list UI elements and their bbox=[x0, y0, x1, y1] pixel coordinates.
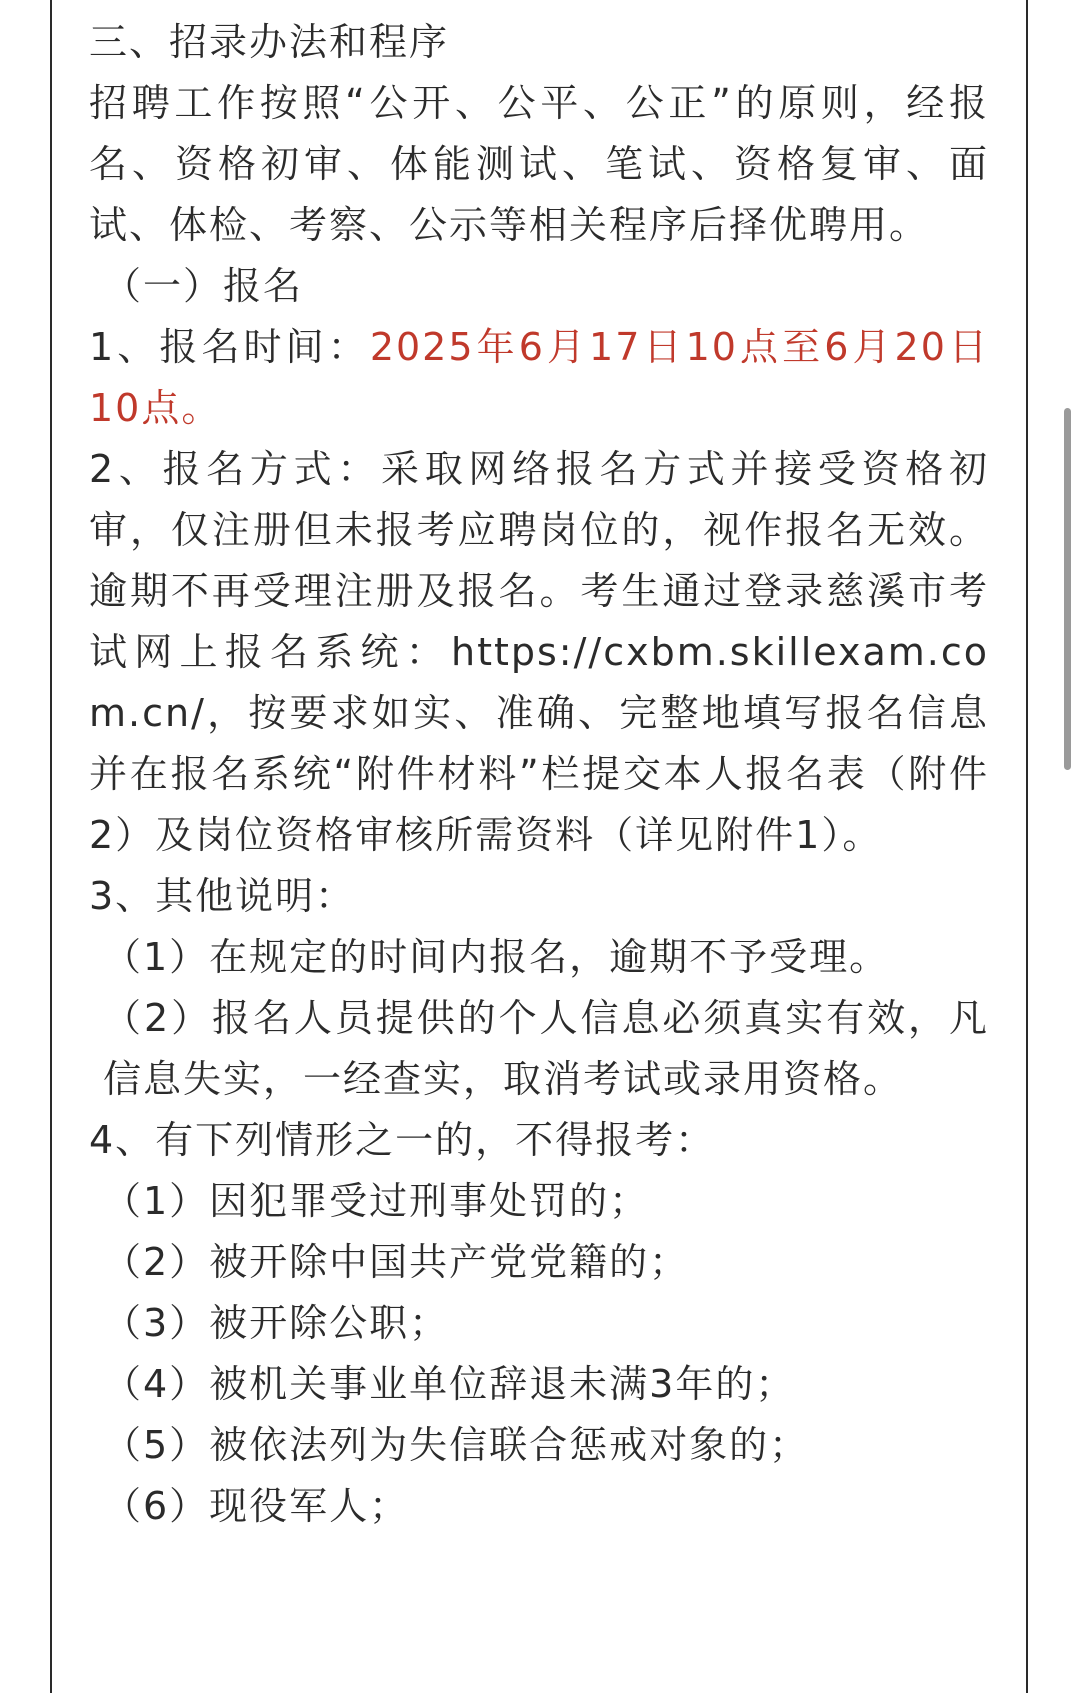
ineligibility-item-2: （2）被开除中国共产党党籍的； bbox=[103, 1240, 690, 1284]
other-note-2: （2）报名人员提供的个人信息必须真实有效，凡信息失实，一经查实，取消考试或录用资格。 bbox=[103, 996, 989, 1101]
registration-method-requirements: ，按要求如实、准确、完整地填写报名信息并在报名系统“附件材料”栏提交本人报名表（附件2）及岗位资格审核所需资料（详见附件1）。 bbox=[89, 691, 989, 857]
other-notes-label: 3、其他说明： bbox=[89, 874, 356, 918]
intro-paragraph: 招聘工作按照“公开、公平、公正”的原则，经报名、资格初审、体能测试、笔试、资格复审、面试、体检、考察、公示等相关程序后择优聘用。 bbox=[89, 81, 989, 247]
other-note-1: （1）在规定的时间内报名，逾期不予受理。 bbox=[103, 935, 890, 979]
subsection-heading: （一）报名 bbox=[103, 264, 304, 308]
vertical-scrollbar-thumb[interactable] bbox=[1064, 408, 1071, 770]
registration-time-item bbox=[89, 317, 989, 439]
registration-method-text: 采取网络报名方式并接受资格初审，仅注册但未报考应聘岗位的，视作报名无效。逾期不再受理注册及报名。考生通过登录慈溪市考试网上报名系统： bbox=[89, 447, 989, 674]
announcement-article bbox=[89, 12, 989, 1537]
ineligibility-item-1: （1）因犯罪受过刑事处罚的； bbox=[103, 1179, 650, 1223]
registration-system-url[interactable]: https://cxbm.skillexam.com.cn/ bbox=[89, 630, 989, 735]
ineligibility-item-5: （5）被依法列为失信联合惩戒对象的； bbox=[103, 1423, 810, 1467]
ineligibility-label: 4、有下列情形之一的，不得报考： bbox=[89, 1118, 716, 1162]
ineligibility-item-4: （4）被机关事业单位辞退未满3年的； bbox=[103, 1362, 796, 1406]
frame-left-border bbox=[50, 0, 52, 1693]
section-heading: 三、招录办法和程序 bbox=[89, 20, 450, 64]
registration-time-value: 2025年6月17日10点至6月20日10点。 bbox=[89, 325, 990, 430]
registration-time-label: 1、报名时间： bbox=[89, 325, 370, 369]
ineligibility-item-6: （6）现役军人； bbox=[103, 1484, 410, 1528]
registration-method-item bbox=[89, 439, 989, 866]
registration-method-label: 2、报名方式： bbox=[89, 447, 382, 491]
frame-right-border bbox=[1026, 0, 1028, 1693]
ineligibility-item-3: （3）被开除公职； bbox=[103, 1301, 450, 1345]
